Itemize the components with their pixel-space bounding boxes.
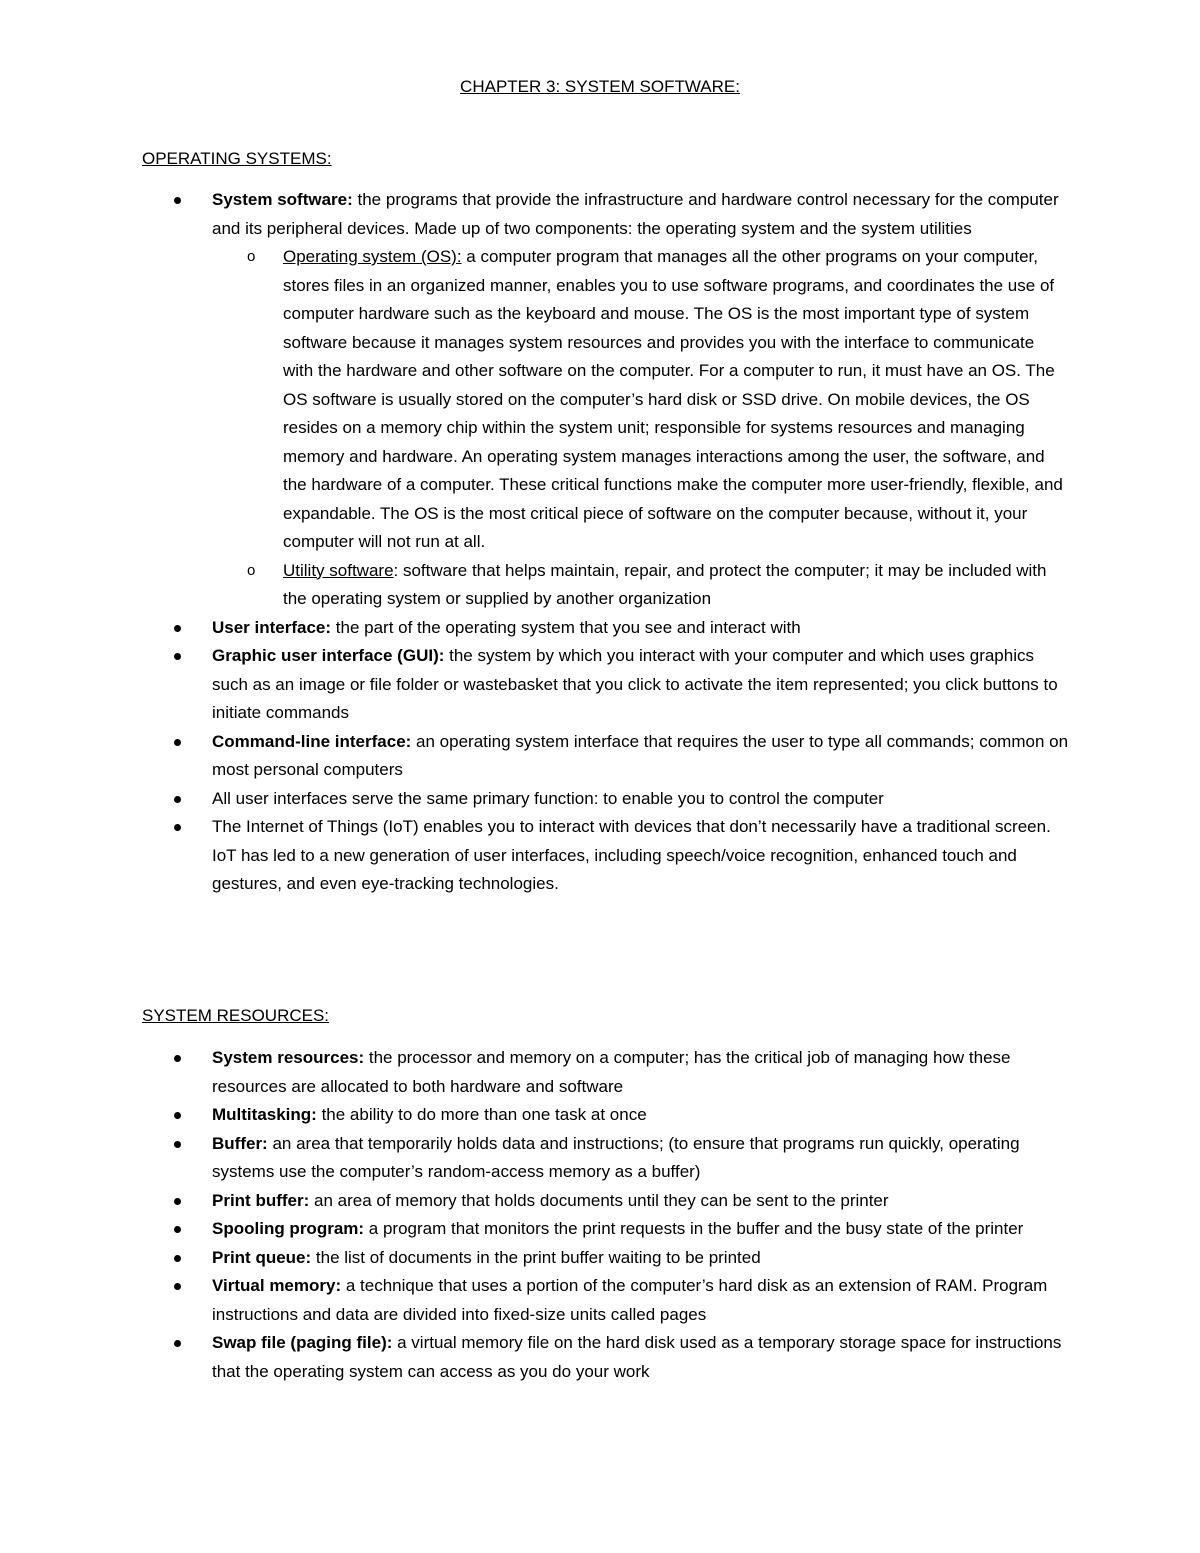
definition: the system by which you interact with your computer and which uses graphics such as an image or file folder or wastebasket that you click to activate the item represented; you click buttons to initiate commands (212, 646, 1058, 722)
list-item (0, 1130, 1072, 1187)
term: Virtual memory: (212, 1276, 342, 1295)
term: Operating system (OS): (283, 247, 462, 266)
list-item (0, 186, 1072, 243)
definition: an area that temporarily holds data and instructions; (to ensure that programs run quickly, operating systems use the computer’s random-access memory as a buffer) (212, 1133, 1020, 1181)
definition: a computer program that manages all the other programs on your computer, stores files in an organized manner, enables you to use software programs, and coordinates the use of computer hardware such as the keyboard and mouse. The OS is the most important type of system software because it manages system resources and provides you with the interface to communicate with the hardware and other software on the computer. For a computer to run, it must have an OS. The OS software is usually stored on the computer’s hard disk or SSD drive. On mobile devices, the OS resides on a memory chip within the system unit; responsible for systems resources and managing memory and hardware. An operating system manages interactions among the user, the software, and the hardware of a computer. These critical functions make the computer more user-friendly, flexible, and expandable. The OS is the most critical piece of software on the computer because, without it, your computer will not run at all. (283, 247, 1063, 551)
section-heading-system-resources: SYSTEM RESOURCES: (142, 1006, 330, 1025)
term: Print buffer: (212, 1190, 310, 1210)
term: User interface: (212, 617, 332, 637)
definition: a program that monitors the print requests in the buffer and the busy state of the printer (364, 1219, 1024, 1238)
bullet-icon (174, 1255, 181, 1262)
sub-list-item (0, 243, 1063, 557)
definition: All user interfaces serve the same primary function: to enable you to control the computer (212, 788, 884, 808)
list-item (0, 1044, 1072, 1101)
term: Swap file (paging file): (212, 1333, 393, 1352)
bullet-icon (174, 1141, 181, 1148)
definition: the ability to do more than one task at once (316, 1105, 647, 1124)
term: Multitasking: (212, 1105, 317, 1124)
term: Buffer: (212, 1133, 268, 1153)
system-resources-list (0, 1044, 1072, 1386)
definition: the part of the operating system that you see and interact with (331, 617, 801, 637)
bullet-icon (174, 1340, 181, 1347)
bullet-icon (174, 1198, 181, 1205)
bullet-icon (174, 197, 181, 204)
definition: the processor and memory on a computer; has the critical job of managing how these resources are allocated to both hardware and software (212, 1048, 1011, 1096)
definition: the programs that provide the infrastructure and hardware control necessary for the computer and its peripheral devices. Made up of two components: the operating system and the system utilities (212, 190, 1059, 238)
bullet-icon (174, 1055, 181, 1062)
term: Print queue: (212, 1247, 312, 1267)
definition: a virtual memory file on the hard disk used as a temporary storage space for instructions that the operating system can access as you do your work (212, 1333, 1062, 1381)
list-item (0, 1272, 1072, 1329)
term: System software: (212, 190, 353, 209)
list-item (0, 1329, 1072, 1386)
definition: the list of documents in the print buffer waiting to be printed (311, 1247, 761, 1267)
bullet-icon (174, 824, 181, 831)
bullet-icon (174, 739, 181, 746)
bullet-icon (174, 625, 181, 632)
bullet-icon (174, 1112, 181, 1119)
definition: an area of memory that holds documents until they can be sent to the printer (309, 1190, 889, 1210)
term: Graphic user interface (GUI): (212, 646, 445, 665)
section-heading-operating-systems: OPERATING SYSTEMS: (142, 149, 332, 168)
term: System resources: (212, 1048, 365, 1067)
list-item (0, 728, 1072, 785)
circle-bullet-icon: o (247, 561, 256, 579)
term: Spooling program: (212, 1219, 365, 1238)
definition: a technique that uses a portion of the computer’s hard disk as an extension of RAM. Program instructions and data are divided into fixed-size units called pages (212, 1276, 1048, 1324)
term: Utility software (283, 560, 394, 580)
list-item (0, 785, 1072, 814)
definition: The Internet of Things (IoT) enables you to interact with devices that don’t necessarily have a traditional screen. IoT has led to a new generation of user interfaces, including speech/voice recognition, enhanced touch and gestures, and even eye-tracking technologies. (212, 817, 1051, 893)
list-item (0, 642, 1072, 728)
bullet-icon (174, 1226, 181, 1233)
chapter-title: CHAPTER 3: SYSTEM SOFTWARE: (460, 77, 740, 96)
bullet-icon (174, 1283, 181, 1290)
list-item (0, 813, 1072, 899)
list-item (0, 1187, 1072, 1216)
list-item (0, 614, 1072, 643)
operating-systems-list (0, 186, 1072, 899)
bullet-icon (174, 653, 181, 660)
definition: : software that helps maintain, repair, and protect the computer; it may be included with the operating system or supplied by another organization (283, 560, 1047, 608)
list-item (0, 1215, 1072, 1244)
circle-bullet-icon: o (247, 248, 256, 265)
list-item (0, 1244, 1072, 1273)
term: Command-line interface: (212, 731, 412, 751)
list-item (0, 1101, 1072, 1130)
bullet-icon (174, 796, 181, 803)
definition: an operating system interface that requires the user to type all commands; common on most personal computers (212, 731, 1069, 779)
sub-list-item (0, 557, 1063, 614)
